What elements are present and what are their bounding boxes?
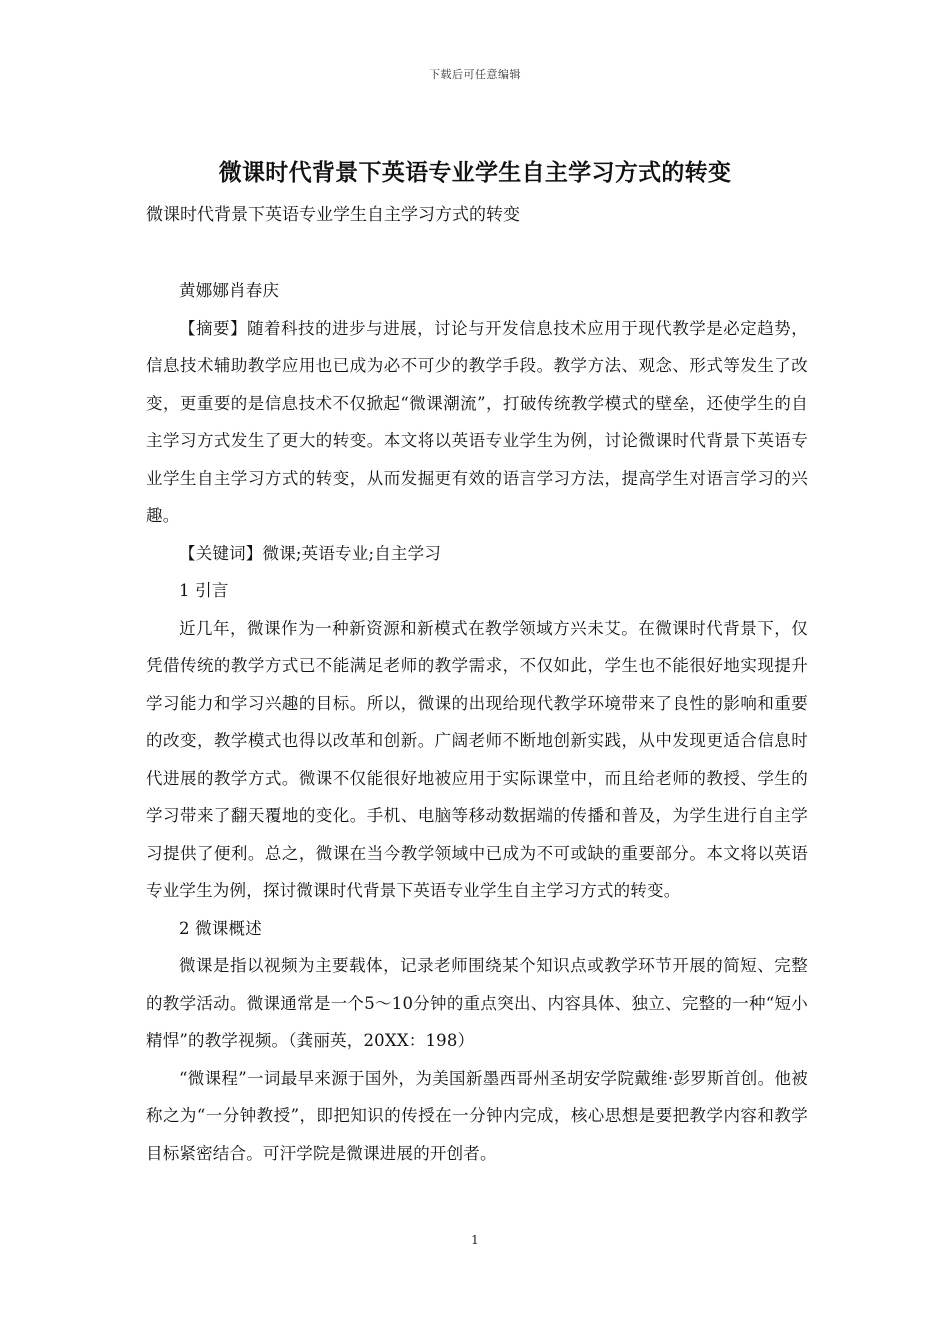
keywords-line: 【关键词】微课;英语专业;自主学习 (179, 543, 442, 563)
page-number: 1 (471, 1233, 479, 1247)
overview-paragraph-2: “微课程”一词最早来源于国外，为美国新墨西哥州圣胡安学院戴维·彭罗斯首创。他被称之为“一分钟教授”，即把知识的传授在一分钟内完成，核心思想是要把教学内容和教学目标紧密结合。可汗学院是微课进展的开创者。 (146, 1068, 808, 1163)
intro-paragraph: 近几年，微课作为一种新资源和新模式在教学领域方兴未艾。在微课时代背景下，仅凭借传统的教学方式已不能满足老师的教学需求，不仅如此，学生也不能很好地实现提升学习能力和学习兴趣的目标。所以，微课的出现给现代教学环境带来了良性的影响和重要的改变，教学模式也得以改革和创新。广阔老师不断地创新实践，从中发现更适合信息时代进展的教学方式。微课不仅能很好地被应用于实际课堂中，而且给老师的教授、学生的学习带来了翻天覆地的变化。手机、电脑等移动数据端的传播和普及，为学生进行自主学习提供了便利。总之，微课在当今教学领域中已成为不可或缺的重要部分。本文将以英语专业学生为例，探讨微课时代背景下英语专业学生自主学习方式的转变。 (146, 618, 808, 900)
authors-line: 黄娜娜肖春庆 (179, 281, 280, 300)
body-text (146, 272, 808, 1172)
document-title: 微课时代背景下英语专业学生自主学习方式的转变 (218, 159, 732, 186)
header-note: 下载后可任意编辑 (429, 68, 521, 81)
document-subtitle: 微课时代背景下英语专业学生自主学习方式的转变 (146, 205, 520, 225)
section-heading-intro: 1 引言 (179, 581, 229, 600)
section-heading-overview: 2 微课概述 (179, 918, 262, 938)
abstract-paragraph: 【摘要】随着科技的进步与进展，讨论与开发信息技术应用于现代教学是必定趋势，信息技术辅助教学应用也已成为必不可少的教学手段。教学方法、观念、形式等发生了改变，更重要的是信息技术不仅掀起“微课潮流”，打破传统教学模式的壁垒，还使学生的自主学习方式发生了更大的转变。本文将以英语专业学生为例，讨论微课时代背景下英语专业学生自主学习方式的转变，从而发掘更有效的语言学习方法，提高学生对语言学习的兴趣。 (146, 318, 808, 525)
overview-paragraph-1: 微课是指以视频为主要载体，记录老师围绕某个知识点或教学环节开展的简短、完整的教学活动。微课通常是一个5～10分钟的重点突出、内容具体、独立、完整的一种“短小精悍”的教学视频。（龚丽英，20XX：198） (146, 956, 808, 1050)
